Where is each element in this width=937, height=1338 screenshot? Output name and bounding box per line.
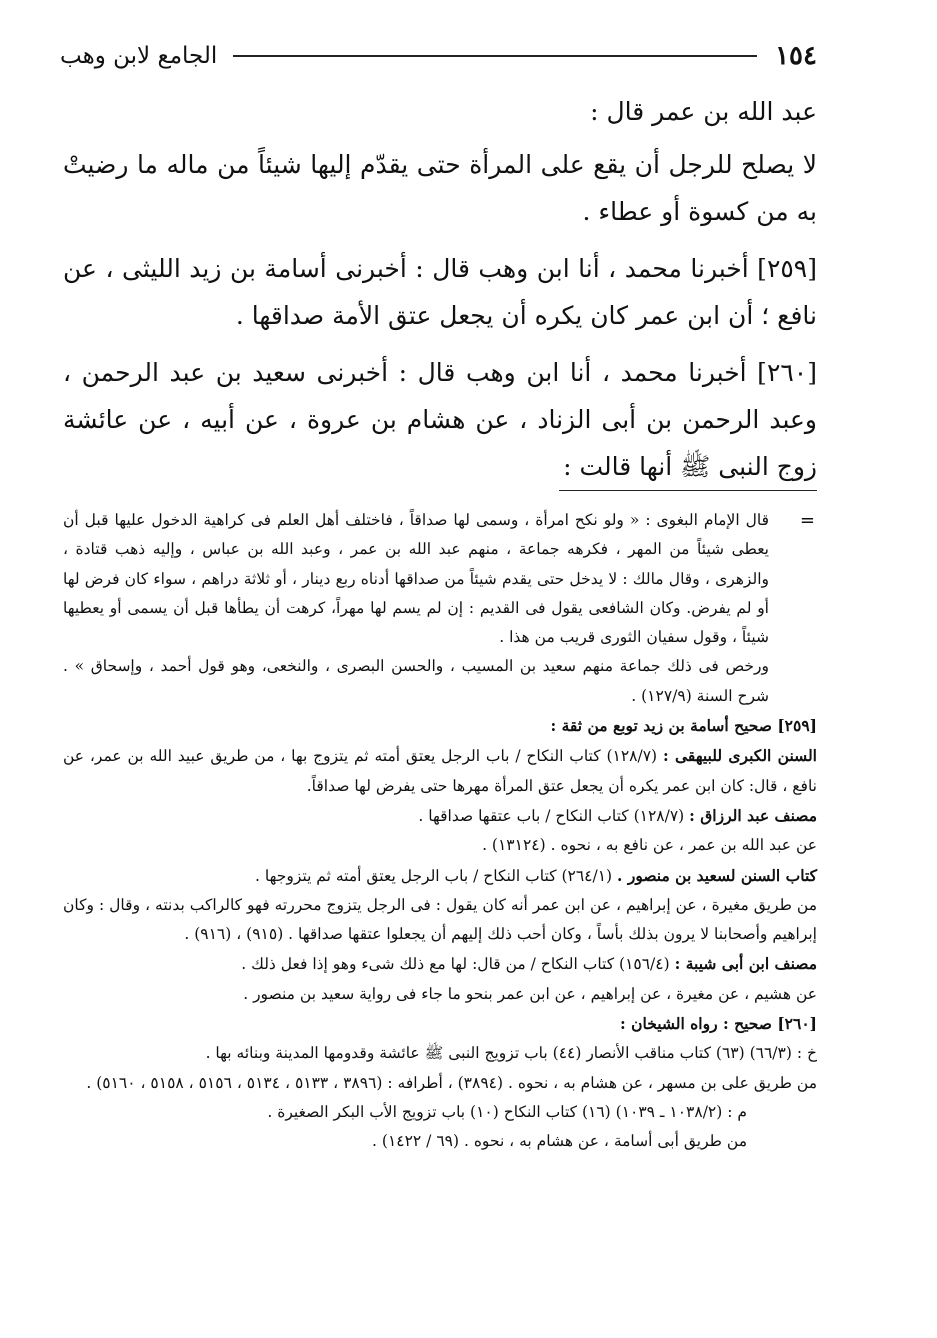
header-rule — [233, 55, 757, 57]
page-number: ١٥٤ — [775, 41, 817, 71]
footnote-separator — [559, 490, 817, 491]
source-saeed: كتاب السنن لسعيد بن منصور . (٢٦٤/١) كتاب النكاح / باب الرجل يعتق أمته ثم يتزوجها . — [255, 865, 817, 885]
muslim-line: م : (١٠٣٨/٢ ـ ١٠٣٩) (١٦) كتاب النكاح (١٠) باب تزويج الأب البكر الصغيرة . — [267, 1102, 747, 1121]
footnote-marker: = — [799, 510, 815, 531]
muslim-line-2: من طريق أبى أسامة ، عن هشام به ، نحوه . (٦٩ / ١٤٢٢) . — [372, 1132, 747, 1151]
source-abdurrazzaq: مصنف عبد الرزاق : (١٢٨/٧) كتاب النكاح / باب عتقها صداقها . — [418, 805, 817, 825]
source-title: مصنف عبد الرزاق : — [689, 805, 817, 825]
source-title: السنن الكبرى للبيهقى : — [662, 746, 817, 766]
main-paragraph-259: [٢٥٩] أخبرنا محمد ، أنا ابن وهب قال : أخبرنى أسامة بن زيد الليثى ، عن نافع ؛ أن ابن عمر كان يكره أن يجعل عتق الأمة صداقها . — [63, 254, 817, 330]
footnote-baghawi: قال الإمام البغوى : « ولو نكح امرأة ، وسمى لها صداقاً ، فاختلف أهل العلم فى كراهية الدخول عليها قبل أن يعطى شيئاً من المهر ، فكرهه جماعة ، منهم عبد الله بن عمر ، وعبد الله بن عباس ، وإليه ذهب قتادة ، والزهرى ، وقال مالك : لا يدخل حتى يقدم شيئاً من صداقها أدناه ربع دينار ، أو ثلاثة دراهم ، سواء كان فرض لها أو لم يفرض. وكان الشافعى يقول فى القديم : إن لم يسم لها مهراً، كرهت أن يطأها قبل أن يسمى أو يعطيها شيئاً ، وقول سفيان الثورى قريب من هذا . — [63, 511, 769, 647]
source-title: مصنف ابن أبى شيبة : — [674, 954, 817, 974]
footnote-baghawi-2: ورخص فى ذلك جماعة منهم سعيد بن المسيب ، والحسن البصرى ، والنخعى، وهو قول أحمد ، وإسحاق » . شرح السنة (١٢٧/٩) . — [63, 657, 769, 705]
main-paragraph-260: [٢٦٠] أخبرنا محمد ، أنا ابن وهب قال : أخبرنى سعيد بن عبد الرحمن ، وعبد الرحمن بن أبى الزناد ، عن هشام بن عروة ، عن أبيه ، عن عائشة زوج النبى ﷺ أنها قالت : — [63, 358, 817, 481]
footnotes — [63, 506, 817, 1157]
source-abdurrazzaq-line: عن عبد الله بن عمر ، عن نافع به ، نحوه . (١٣١٢٤) . — [482, 836, 817, 855]
book-title: الجامع لابن وهب — [60, 43, 218, 69]
source-ibn-abi-shayba-line: عن هشيم ، عن مغيرة ، عن إبراهيم ، عن ابن عمر بنحو ما جاء فى رواية سعيد بن منصور . — [243, 984, 817, 1003]
main-text — [63, 88, 817, 496]
bukhari-line: خ : (٦٦/٣) (٦٣) كتاب مناقب الأنصار (٤٤) باب تزويج النبى ﷺ عائشة وقدومها المدينة وبنائه بها . — [205, 1044, 817, 1063]
running-header — [60, 36, 817, 76]
heading-260: [٢٦٠] صحيح : رواه الشيخان : — [620, 1014, 817, 1034]
main-line-1: عبد الله بن عمر قال : — [590, 97, 817, 126]
source-bayhaqi: السنن الكبرى للبيهقى : (١٢٨/٧) كتاب النكاح / باب الرجل يعتق أمته ثم يتزوج بها ، من طريق عبيد الله بن عمر، عن نافع ، قال: كان ابن عمر يكره أن يجعل عتق المرأة مهرها حتى يفرض لها صداقاً. — [63, 746, 817, 795]
bukhari-line-2: من طريق على بن مسهر ، عن هشام به ، نحوه . (٣٨٩٤) ، أطرافه : (٣٨٩٦ ، ٥١٣٣ ، ٥١٣٤ ، ٥١٥٦ ، ٥١٥٨ ، ٥١٦٠) . — [86, 1073, 817, 1092]
main-paragraph-1: لا يصلح للرجل أن يقع على المرأة حتى يقدّم إليها شيئاً من ماله ما رضيتْ به من كسوة أو عطاء . — [63, 150, 817, 226]
source-ibn-abi-shayba: مصنف ابن أبى شيبة : (١٥٦/٤) كتاب النكاح / من قال: لها مع ذلك شىء وهو إذا فعل ذلك . — [241, 954, 817, 974]
source-saeed-line: من طريق مغيرة ، عن إبراهيم ، عن ابن عمر أنه كان يقول : فى الرجل يتزوج محررته فهو كالراكب بدنته ، وقال : وكان إبراهيم وأصحابنا لا يرون بذلك بأساً ، وكان أحب ذلك إليهم أن يجعلوا عتقها صداقها . (٩١٥) ، (٩١٦) . — [63, 895, 817, 944]
heading-259: [٢٥٩] صحيح أسامة بن زيد توبع من ثقة : — [550, 716, 817, 736]
source-title: كتاب السنن لسعيد بن منصور . — [617, 865, 817, 885]
